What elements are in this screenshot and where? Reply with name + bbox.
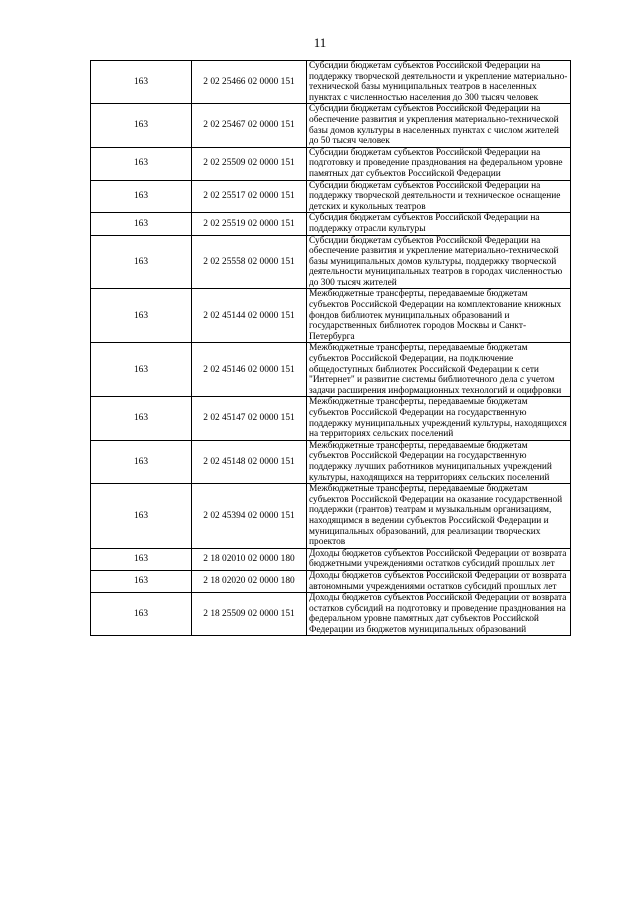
revenue-name-cell: Межбюджетные трансферты, передаваемые бюджетам субъектов Российской Федерации на оказание государственной поддержки (грантов) театрам и музыкальным организациям, находящимся в ведении субъектов Российской Федерации и муниципальных образований, для реализации творческих проектов	[307, 484, 571, 549]
budget-code-table	[90, 60, 571, 636]
revenue-name-cell: Субсидии бюджетам субъектов Российской Федерации на обеспечение развития и укрепление материально-технической базы муниципальных домов культуры, поддержку творческой деятельности муниципальных театров в городах численностью до 300 тысяч жителей	[307, 235, 571, 289]
admin-code-cell: 163	[91, 343, 192, 397]
revenue-name-cell: Межбюджетные трансферты, передаваемые бюджетам субъектов Российской Федерации на государственную поддержку муниципальных учреждений культуры, находящихся на территориях сельских поселений	[307, 397, 571, 440]
table-row	[91, 440, 571, 483]
revenue-code-cell: 2 02 25519 02 0000 151	[192, 213, 307, 235]
admin-code-cell: 163	[91, 570, 192, 592]
revenue-name-cell: Межбюджетные трансферты, передаваемые бюджетам субъектов Российской Федерации, на подключение общедоступных библиотек Российской Федерации к сети "Интернет" и развитие системы библиотечного дела с учетом задачи расширения информационных технологий и оцифровки	[307, 343, 571, 397]
revenue-name-cell: Субсидии бюджетам субъектов Российской Федерации на подготовку и проведение празднования на федеральном уровне памятных дат субъектов Российской Федерации	[307, 147, 571, 180]
admin-code-cell: 163	[91, 440, 192, 483]
revenue-name-cell: Межбюджетные трансферты, передаваемые бюджетам субъектов Российской Федерации на государственную поддержку лучших работников муниципальных учреждений культуры, находящихся на территориях сельских поселений	[307, 440, 571, 483]
revenue-name-cell: Доходы бюджетов субъектов Российской Федерации от возврата бюджетными учреждениями остатков субсидий прошлых лет	[307, 548, 571, 570]
table-row	[91, 147, 571, 180]
table-row	[91, 61, 571, 104]
revenue-code-cell: 2 02 45146 02 0000 151	[192, 343, 307, 397]
admin-code-cell: 163	[91, 548, 192, 570]
admin-code-cell: 163	[91, 484, 192, 549]
revenue-code-cell: 2 02 25558 02 0000 151	[192, 235, 307, 289]
revenue-code-cell: 2 02 45148 02 0000 151	[192, 440, 307, 483]
revenue-code-cell: 2 02 45144 02 0000 151	[192, 289, 307, 343]
revenue-name-cell: Субсидия бюджетам субъектов Российской Федерации на поддержку отрасли культуры	[307, 213, 571, 235]
revenue-code-cell: 2 02 45394 02 0000 151	[192, 484, 307, 549]
revenue-name-cell: Доходы бюджетов субъектов Российской Федерации от возврата остатков субсидий на подготовку и проведение празднования на федеральном уровне памятных дат субъектов Российской Федерации из бюджетов муниципальных образований	[307, 593, 571, 636]
admin-code-cell: 163	[91, 147, 192, 180]
admin-code-cell: 163	[91, 104, 192, 147]
revenue-name-cell: Доходы бюджетов субъектов Российской Федерации от возврата автономными учреждениями остатков субсидий прошлых лет	[307, 570, 571, 592]
table-row	[91, 213, 571, 235]
table-row	[91, 180, 571, 213]
revenue-name-cell: Субсидии бюджетам субъектов Российской Федерации на поддержку творческой деятельности и техническое оснащение детских и кукольных театров	[307, 180, 571, 213]
revenue-code-cell: 2 18 02010 02 0000 180	[192, 548, 307, 570]
table-row	[91, 343, 571, 397]
revenue-name-cell: Субсидии бюджетам субъектов Российской Федерации на обеспечение развития и укрепления материально-технической базы домов культуры в населенных пунктах с числом жителей до 50 тысяч человек	[307, 104, 571, 147]
revenue-code-cell: 2 02 25467 02 0000 151	[192, 104, 307, 147]
admin-code-cell: 163	[91, 289, 192, 343]
revenue-code-cell: 2 18 25509 02 0000 151	[192, 593, 307, 636]
page-number: 11	[313, 35, 327, 50]
revenue-code-cell: 2 02 45147 02 0000 151	[192, 397, 307, 440]
table-row	[91, 548, 571, 570]
revenue-name-cell: Субсидии бюджетам субъектов Российской Федерации на поддержку творческой деятельности и укрепление материально-технической базы муниципальных театров в населенных пунктах с численностью населения до 300 тысяч человек	[307, 61, 571, 104]
table-row	[91, 593, 571, 636]
revenue-name-cell: Межбюджетные трансферты, передаваемые бюджетам субъектов Российской Федерации на комплектование книжных фондов библиотек муниципальных образований и государственных библиотек городов Москвы и Санкт-Петербурга	[307, 289, 571, 343]
revenue-code-cell: 2 02 25466 02 0000 151	[192, 61, 307, 104]
admin-code-cell: 163	[91, 61, 192, 104]
table-row	[91, 484, 571, 549]
admin-code-cell: 163	[91, 593, 192, 636]
admin-code-cell: 163	[91, 235, 192, 289]
revenue-code-cell: 2 02 25517 02 0000 151	[192, 180, 307, 213]
admin-code-cell: 163	[91, 397, 192, 440]
table-row	[91, 235, 571, 289]
revenue-code-cell: 2 18 02020 02 0000 180	[192, 570, 307, 592]
admin-code-cell: 163	[91, 180, 192, 213]
table-row	[91, 289, 571, 343]
admin-code-cell: 163	[91, 213, 192, 235]
table-row	[91, 570, 571, 592]
revenue-code-cell: 2 02 25509 02 0000 151	[192, 147, 307, 180]
table-row	[91, 397, 571, 440]
table-row	[91, 104, 571, 147]
